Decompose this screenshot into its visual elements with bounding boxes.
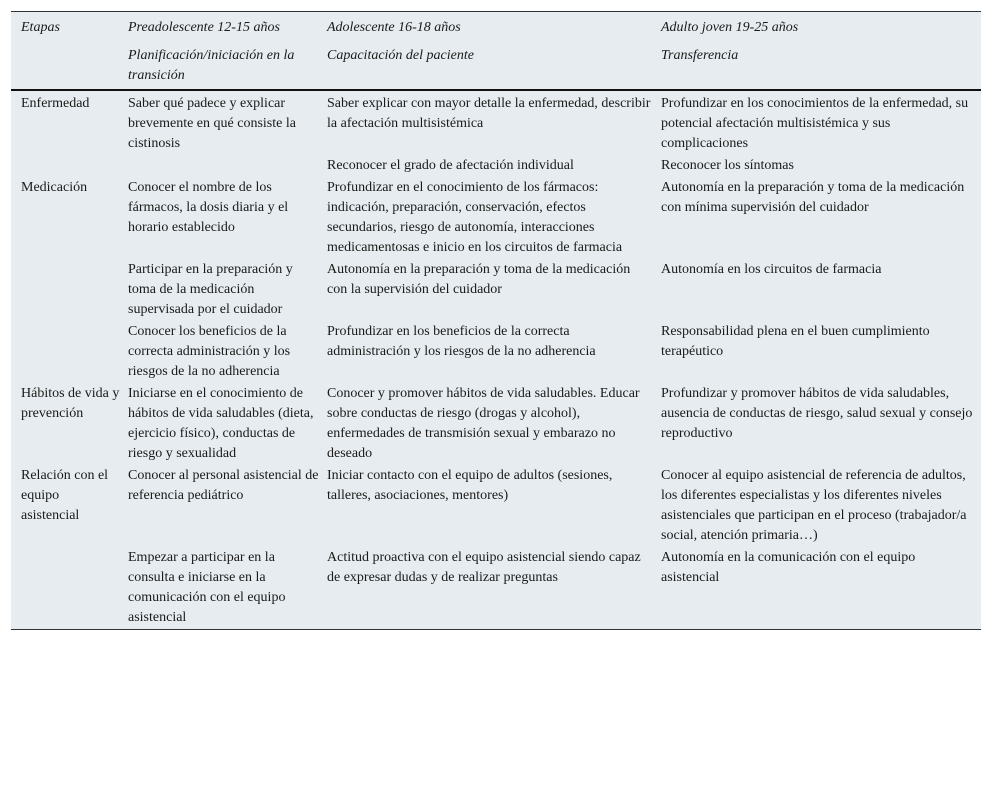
table-cell: Iniciar contacto con el equipo de adultos (sesiones, talleres, asociaciones, mentores) xyxy=(327,468,613,503)
table-cell: Profundizar en los conocimientos de la enfermedad, su potencial afectación multisistémica y sus complicaciones xyxy=(661,96,969,151)
phase-transfer: Transferencia xyxy=(661,46,981,90)
row-label-habitos: Hábitos de vida y prevención xyxy=(21,386,120,421)
table-cell: Autonomía en la preparación y toma de la medicación con mínima supervisión del cuidador xyxy=(661,180,965,215)
header-adolescent: Adolescente 16-18 años xyxy=(327,20,461,35)
table-row xyxy=(11,155,981,177)
table-cell: Autonomía en los circuitos de farmacia xyxy=(661,262,882,277)
header-empty xyxy=(11,46,128,90)
table-row xyxy=(11,177,981,259)
header-stages: Etapas xyxy=(21,20,60,35)
table-cell: Saber qué padece y explicar brevemente en qué consiste la cistinosis xyxy=(128,96,296,151)
table-cell: Saber explicar con mayor detalle la enfermedad, describir la afectación multisistémica xyxy=(327,96,651,131)
table-cell xyxy=(128,155,327,177)
header-preadolescent: Preadolescente 12-15 años xyxy=(128,20,280,35)
table-row xyxy=(11,547,981,629)
table-cell: Empezar a participar en la consulta e iniciarse en la comunicación con el equipo asistencial xyxy=(128,550,286,625)
table-cell: Responsabilidad plena en el buen cumplimiento terapéutico xyxy=(661,324,930,359)
table-cell: Actitud proactiva con el equipo asistencial siendo capaz de expresar dudas y de realizar preguntas xyxy=(327,550,641,585)
table-cell: Conocer al personal asistencial de referencia pediátrico xyxy=(128,468,319,503)
row-label-enfermedad: Enfermedad xyxy=(21,96,90,111)
table-cell: Conocer el nombre de los fármacos, la dosis diaria y el horario establecido xyxy=(128,180,289,235)
table-cell: Conocer y promover hábitos de vida saludables. Educar sobre conductas de riesgo (drogas y alcohol), enfermedades de transmisión sexual y embarazo no deseado xyxy=(327,386,640,461)
table-cell: Profundizar en el conocimiento de los fármacos: indicación, preparación, conservación, efectos secundarios, riesgo de autonomía, interacciones medicamentosas e inicio en los circuitos de farmacia xyxy=(327,180,623,255)
table-row xyxy=(11,90,981,155)
transition-table-container xyxy=(11,11,981,630)
table-cell: Conocer al equipo asistencial de referencia de adultos, los diferentes especialistas y los diferentes niveles asistenciales que participan en el proceso (trabajador/a social, atención primaria…) xyxy=(661,468,967,543)
table-row xyxy=(11,321,981,383)
table-row xyxy=(11,259,981,321)
table-row xyxy=(11,465,981,547)
table-cell: Autonomía en la comunicación con el equipo asistencial xyxy=(661,550,916,585)
table-cell: Reconocer el grado de afectación individual xyxy=(327,158,574,173)
table-cell: Participar en la preparación y toma de la medicación supervisada por el cuidador xyxy=(128,262,293,317)
transition-table xyxy=(11,12,981,629)
row-label-relacion: Relación con el equipo asistencial xyxy=(21,468,109,523)
table-cell: Reconocer los síntomas xyxy=(661,158,794,173)
header-young-adult: Adulto joven 19-25 años xyxy=(661,20,799,35)
table-cell: Iniciarse en el conocimiento de hábitos de vida saludables (dieta, ejercicio físico), conductas de riesgo y sexualidad xyxy=(128,386,314,461)
table-cell: Autonomía en la preparación y toma de la medicación con la supervisión del cuidador xyxy=(327,262,631,297)
row-label-medicacion: Medicación xyxy=(21,180,88,195)
table-cell: Conocer los beneficios de la correcta administración y los riesgos de la no adherencia xyxy=(128,324,291,379)
table-row xyxy=(11,383,981,465)
phase-training: Capacitación del paciente xyxy=(327,46,661,90)
phase-planning: Planificación/iniciación en la transición xyxy=(128,46,327,90)
table-cell: Profundizar en los beneficios de la correcta administración y los riesgos de la no adherencia xyxy=(327,324,596,359)
table-cell: Profundizar y promover hábitos de vida saludables, ausencia de conductas de riesgo, salud sexual y consejo reproductivo xyxy=(661,386,973,441)
